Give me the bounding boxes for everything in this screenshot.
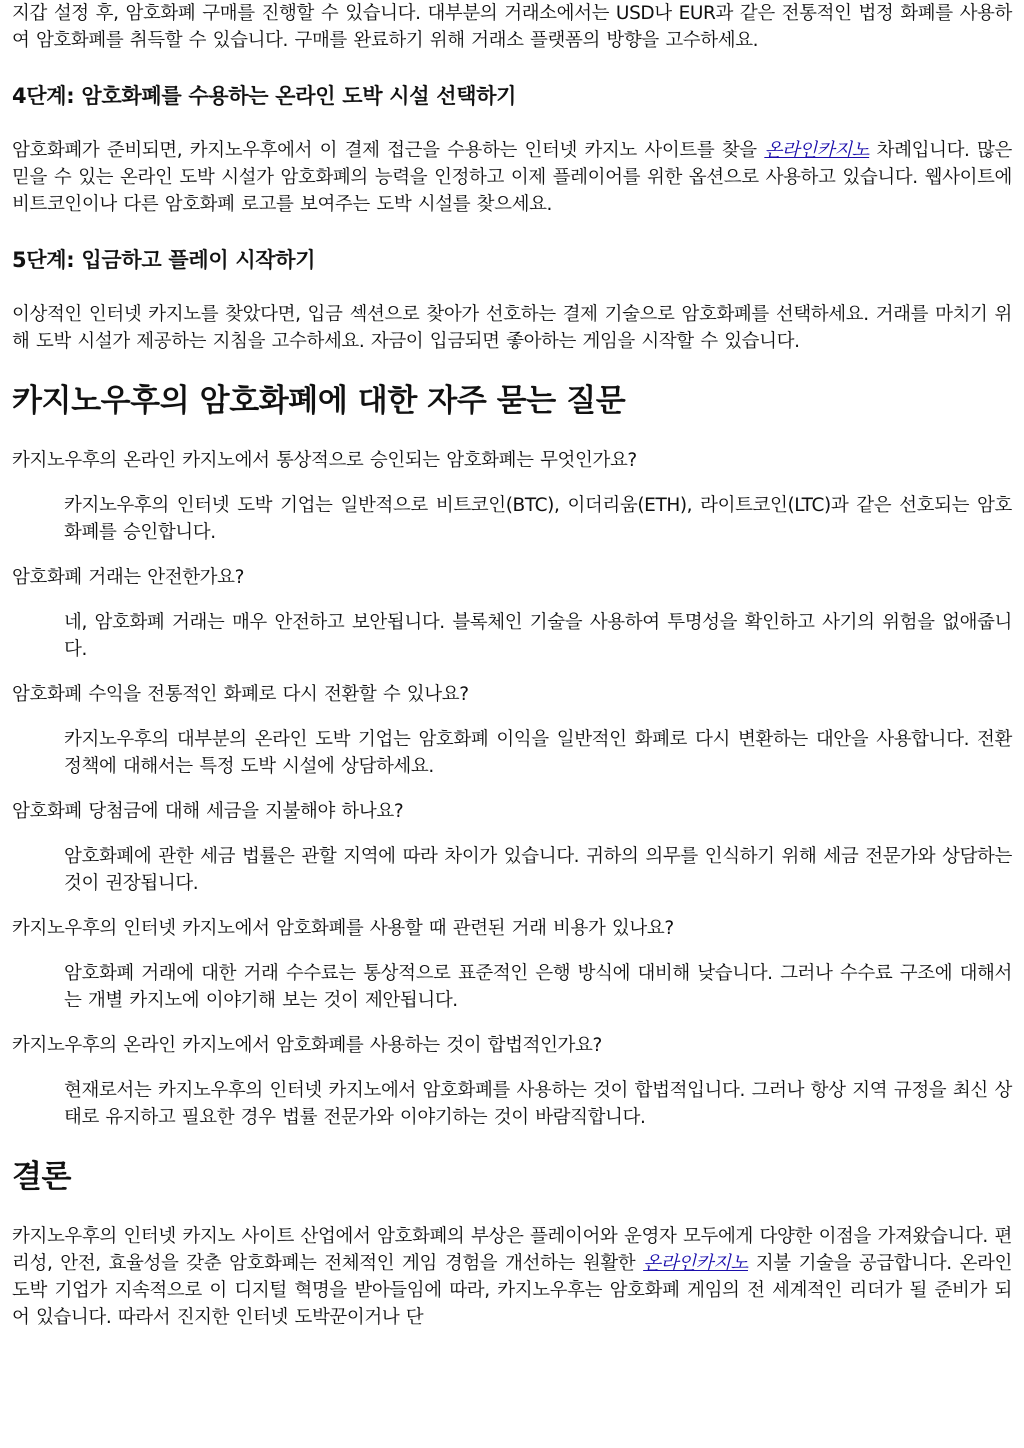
conclusion-text-before: 카지노우후의 인터넷 카지노 사이트 산업에서 암호화폐의 부상은 플레이어와 운영자 모두에게 다양한 이점을 가져왔습니다. 편리성, 안전, 효율성을 갖춘 암호화폐는 전체적인 게임 경험을 개선하는 원활한 — [12, 1226, 1012, 1274]
step4-text-after: 차례입니다. 많은 믿을 수 있는 온라인 도박 시설가 암호화폐의 능력을 인정하고 이제 플레이어를 위한 옵션으로 사용하고 있습니다. 웹사이트에 비트코인이나 다른 암호화폐 로고를 보여주는 도박 시설를 찾으세요. — [12, 140, 1012, 215]
faq-question: 카지노우후의 온라인 카지노에서 암호화폐를 사용하는 것이 합법적인가요? — [12, 1035, 602, 1056]
faq-answer: 네, 암호화폐 거래는 매우 안전하고 보안됩니다. 블록체인 기술을 사용하여 투명성을 확인하고 사기의 위험을 없애줍니다. — [64, 612, 1012, 660]
faq-heading: 카지노우후의 암호화폐에 대한 자주 묻는 질문 — [12, 383, 626, 419]
faq-answer: 암호화폐 거래에 대한 거래 수수료는 통상적으로 표준적인 은행 방식에 대비해 낮습니다. 그러나 수수료 구조에 대해서는 개별 카지노에 이야기해 보는 것이 제안됩니다. — [64, 963, 1012, 1011]
faq-question: 카지노우후의 온라인 카지노에서 통상적으로 승인되는 암호화폐는 무엇인가요? — [12, 450, 637, 471]
online-casino-link[interactable]: 온라인카지노 — [764, 140, 870, 161]
faq-question: 암호화폐 당첨금에 대해 세금을 지불해야 하나요? — [12, 801, 404, 822]
faq-answer: 카지노우후의 인터넷 도박 기업는 일반적으로 비트코인(BTC), 이더리움(ETH), 라이트코인(LTC)과 같은 선호되는 암호화폐를 승인합니다. — [64, 495, 1012, 543]
faq-answer: 암호화폐에 관한 세금 법률은 관할 지역에 따라 차이가 있습니다. 귀하의 의무를 인식하기 위해 세금 전문가와 상담하는 것이 권장됩니다. — [64, 846, 1012, 894]
step5-heading: 5단계: 입금하고 플레이 시작하기 — [12, 248, 316, 272]
conclusion-paragraph — [12, 1223, 1012, 1331]
online-casino-link[interactable]: 온라인카지노 — [643, 1253, 748, 1274]
faq-question: 암호화폐 수익을 전통적인 화폐로 다시 전환할 수 있나요? — [12, 684, 469, 705]
step4-heading: 4단계: 암호화폐를 수용하는 온라인 도박 시설 선택하기 — [12, 84, 517, 108]
faq-answer: 현재로서는 카지노우후의 인터넷 카지노에서 암호화폐를 사용하는 것이 합법적입니다. 그러나 항상 지역 규정을 최신 상태로 유지하고 필요한 경우 법률 전문가와 이야기하는 것이 바람직합니다. — [64, 1080, 1012, 1128]
intro-paragraph: 지갑 설정 후, 암호화폐 구매를 진행할 수 있습니다. 대부분의 거래소에서는 USD나 EUR과 같은 전통적인 법정 화폐를 사용하여 암호화폐를 취득할 수 있습니다. 구매를 완료하기 위해 거래소 플랫폼의 방향을 고수하세요. — [12, 3, 1012, 51]
faq-question: 카지노우후의 인터넷 카지노에서 암호화폐를 사용할 때 관련된 거래 비용가 있나요? — [12, 918, 674, 939]
conclusion-text-after: 지불 기술을 공급합니다. 온라인 도박 기업가 지속적으로 이 디지털 혁명을 받아들임에 따라, 카지노우후는 암호화폐 게임의 전 세계적인 리더가 될 준비가 되어 있습니다. 따라서 진지한 인터넷 도박꾼이거나 단 — [12, 1253, 1013, 1328]
step4-text-before: 암호화폐가 준비되면, 카지노우후에서 이 결제 접근을 수용하는 인터넷 카지노 사이트를 찾을 — [12, 140, 765, 161]
faq-answer: 카지노우후의 대부분의 온라인 도박 기업는 암호화폐 이익을 일반적인 화폐로 다시 변환하는 대안을 사용합니다. 전환 정책에 대해서는 특정 도박 시설에 상담하세요. — [64, 729, 1012, 777]
conclusion-heading: 결론 — [12, 1159, 72, 1195]
faq-question: 암호화폐 거래는 안전한가요? — [12, 567, 245, 588]
step4-paragraph — [12, 137, 1012, 218]
step5-paragraph: 이상적인 인터넷 카지노를 찾았다면, 입금 섹션으로 찾아가 선호하는 결제 기술으로 암호화폐를 선택하세요. 거래를 마치기 위해 도박 시설가 제공하는 지침을 고수하세요. 자금이 입금되면 좋아하는 게임을 시작할 수 있습니다. — [12, 304, 1012, 352]
faq-list — [12, 447, 1012, 1131]
